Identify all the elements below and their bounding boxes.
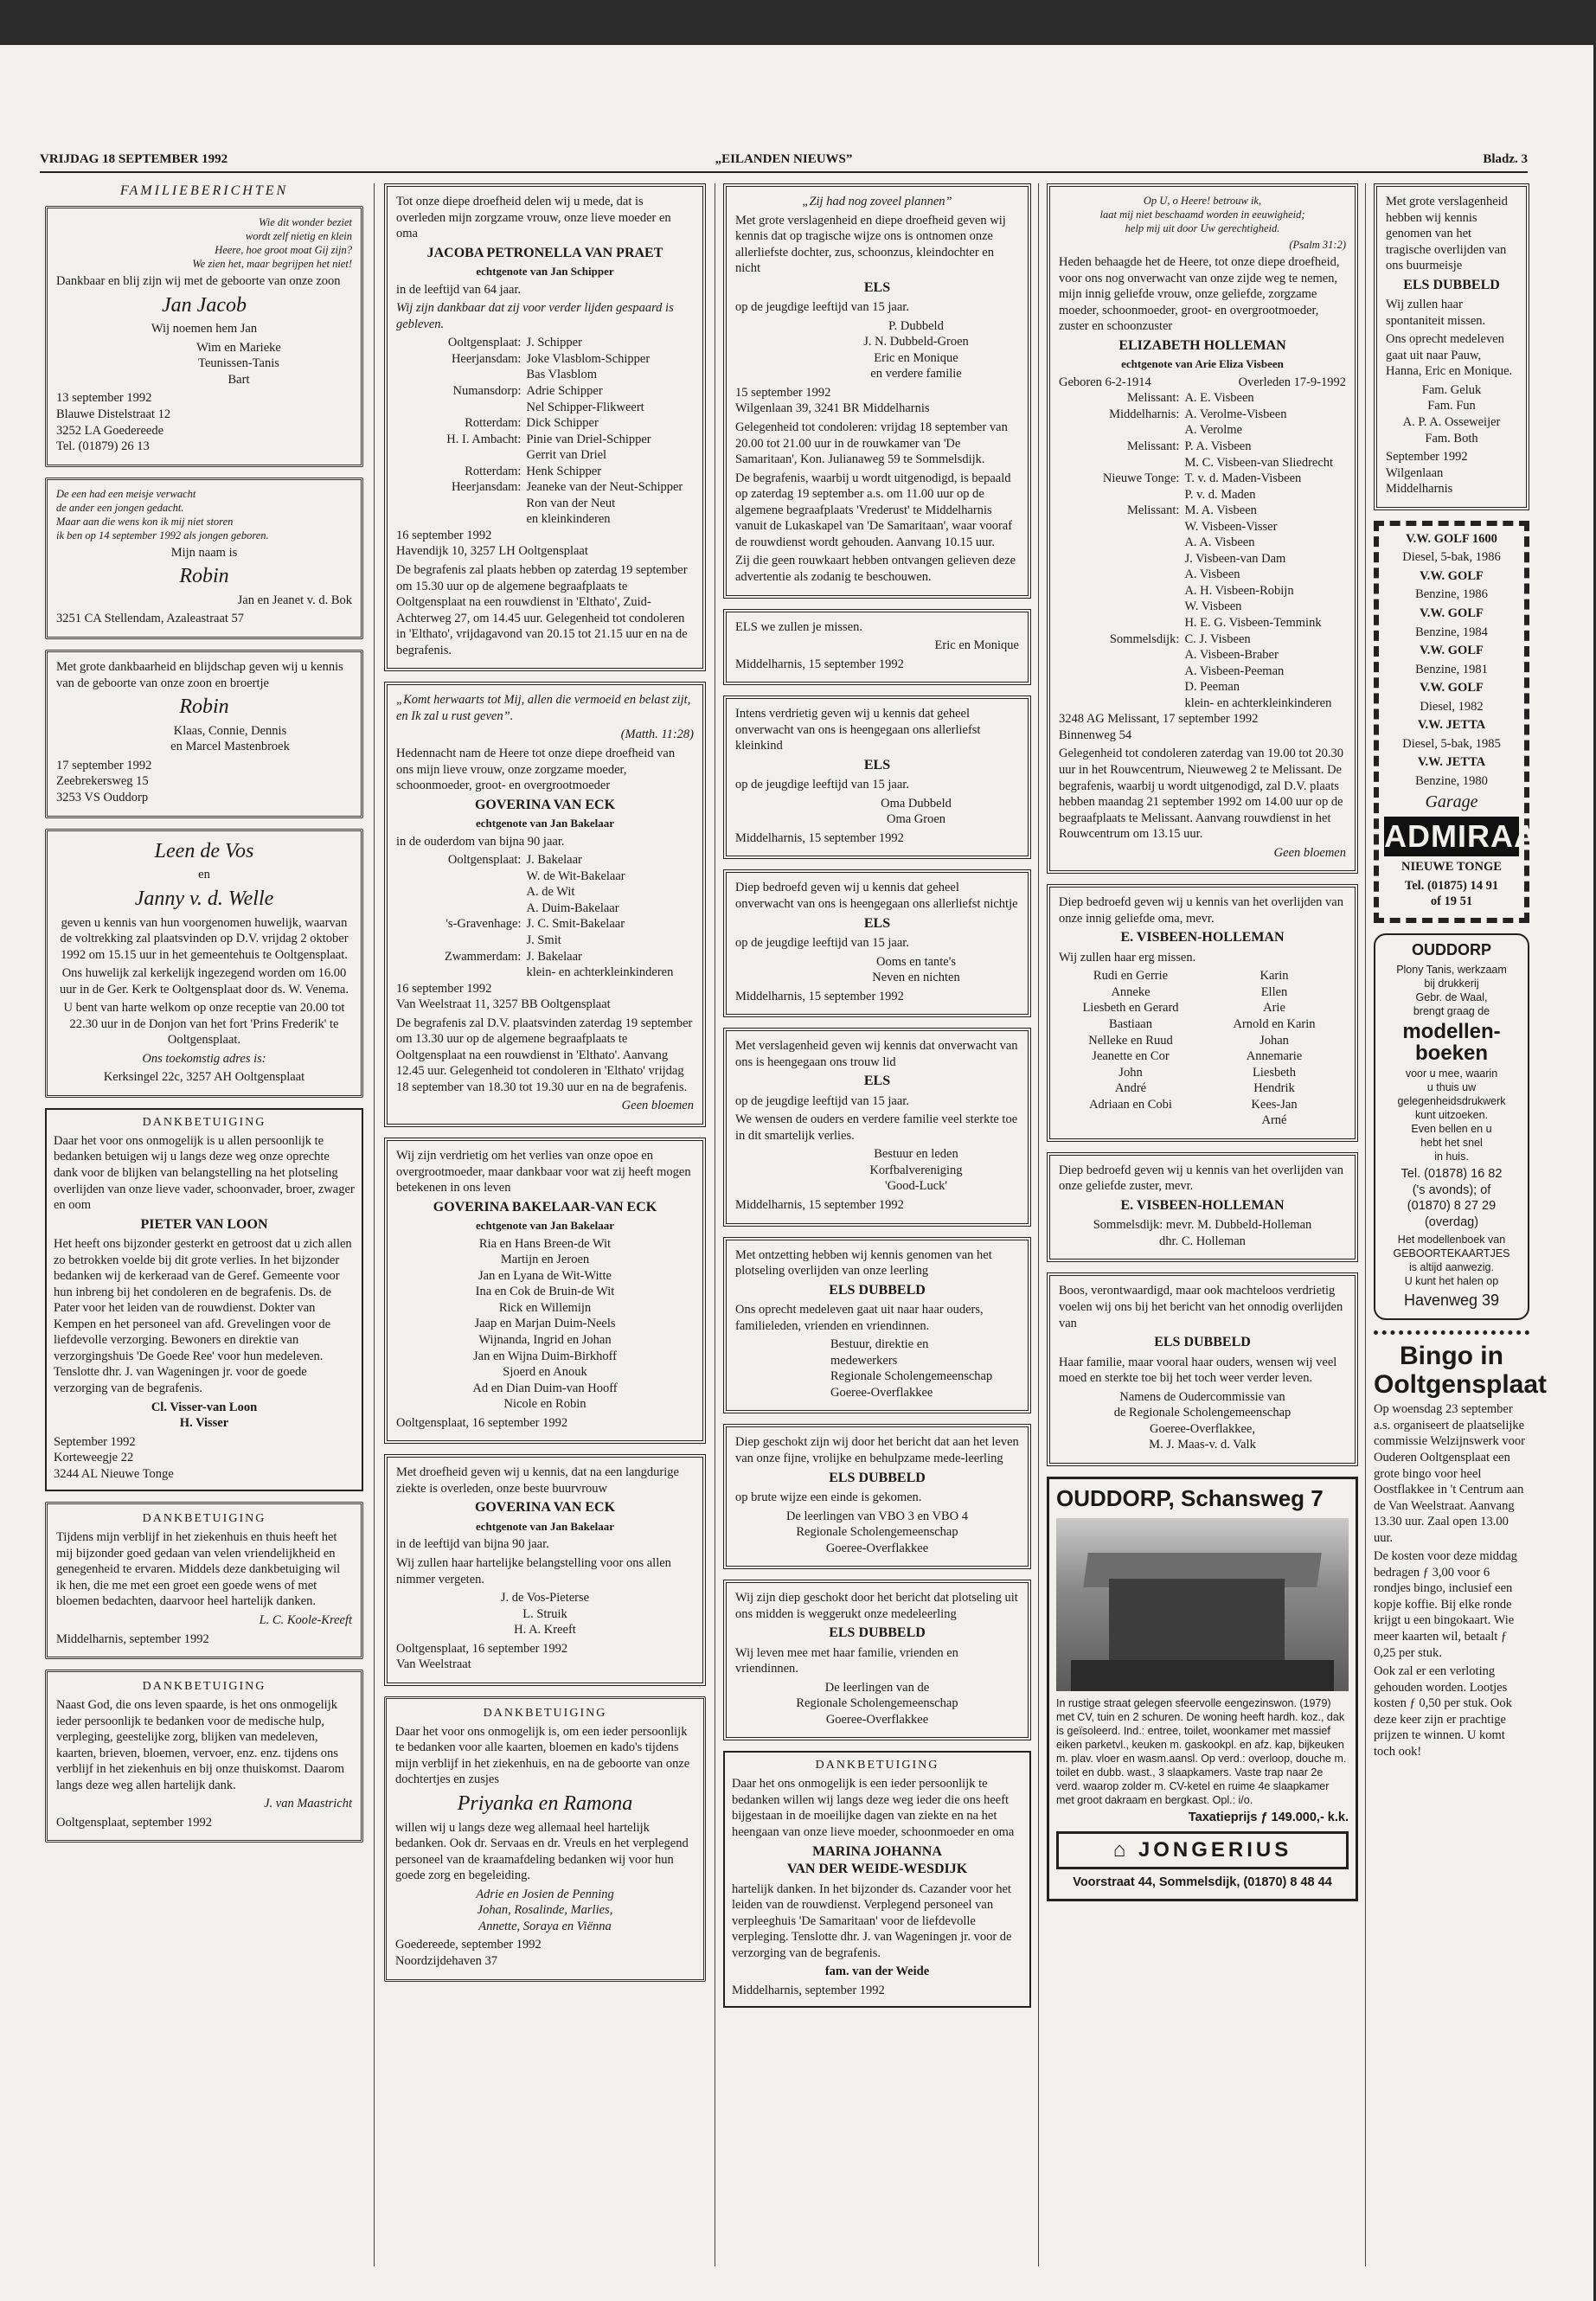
column-3 bbox=[723, 183, 1031, 2284]
family-names: M. A. Visbeen W. Visbeen-Visser A. A. Visbeen J. Visbeen-van Dam A. Visbeen A. H. Visbeen-Robijn W. Visbeen H. E. G. Visbeen-Temmink bbox=[1184, 503, 1322, 631]
family-names: C. J. Visbeen A. Visbeen-Braber A. Visbeen-Peeman D. Peeman klein- en achterkleinkinderen bbox=[1184, 631, 1332, 710]
newspaper-page bbox=[0, 45, 1593, 2301]
family-list-left: Rudi en Gerrie Anneke Liesbeth en Gerard Bastiaan Nelleke en Ruud Jeanette en Cor John André Adriaan en Cobi bbox=[1082, 969, 1179, 1112]
column-2 bbox=[384, 183, 706, 2284]
address: Middelharnis, september 1992 bbox=[56, 1631, 209, 1646]
car-model: V.W. JETTA bbox=[1417, 755, 1486, 770]
family-place: Zwammerdam: bbox=[444, 949, 522, 964]
ad-text: Wij zullen haar erg missen. bbox=[1059, 950, 1196, 965]
birth-announcement-jan-jacob bbox=[45, 206, 363, 467]
ad-text: De begrafenis, waarbij u wordt uitgenodigd, is bepaald op zaterdag 19 september a.s. om 11.00 uur op de algemene begraafplaats 'Vrederust' te Middelharnis vanuit de Lukaskapel van 'De Samaritaan', waar vooraf de rouwdienst wordt gehouden. Aanvang 10.15 uur. bbox=[735, 471, 1013, 549]
child-name: Robin bbox=[179, 565, 229, 588]
ad-text: Dankbaar en blij zijn wij met de geboorte van onze zoon bbox=[56, 274, 341, 288]
column-divider bbox=[374, 183, 375, 2266]
deceased-name: MARINA JOHANNA VAN DER WEIDE-WESDIJK bbox=[786, 1843, 968, 1877]
family-row bbox=[396, 965, 694, 981]
ad-text: op de jeugdige leeftijd van 15 jaar. bbox=[735, 936, 909, 950]
family-list: Bestuur, direktie en medewerkers Regionale Scholengemeenschap Goeree-Overflakkee bbox=[830, 1337, 993, 1400]
notice-els-korfbal bbox=[723, 1028, 1031, 1226]
death-notice-els-parents bbox=[723, 183, 1031, 599]
address: 3251 CA Stellendam, Azaleastraat 57 bbox=[56, 612, 245, 626]
ad-text: op de jeugdige leeftijd van 15 jaar. bbox=[735, 778, 909, 792]
verse: Op U, o Heere! betrouw ik, laat mij niet beschaamd worden in eeuwigheid; help mij uit door Uw gerechtigheid. bbox=[1099, 195, 1305, 234]
garage-place: NIEUWE TONGE bbox=[1401, 860, 1502, 875]
family-names: Dick Schipper bbox=[526, 416, 599, 431]
family-place: Middelharnis: bbox=[1109, 407, 1180, 421]
family-names: T. v. d. Maden-Visbeen P. v. d. Maden bbox=[1184, 471, 1302, 502]
life-dates bbox=[1059, 375, 1346, 391]
ad-text: De begrafenis zal D.V. plaatsvinden zaterdag 19 september om 13.30 uur op de algemene begraafplaats te Ooltgensplaat na een rouwdienst in 'Elthato'. Aanvang 12.45 uur. Gelegenheid tot condoleren in 'Elthato' vrijdag 18 september van 18.30 tot 19.30 uur en na de begrafenis. bbox=[396, 1016, 693, 1094]
deceased-name: ELS DUBBELD bbox=[829, 1625, 926, 1641]
family-names: J. Schipper bbox=[526, 336, 582, 350]
ad-text: in de ouderdom van bijna 90 jaar. bbox=[396, 834, 565, 849]
car-details: Benzine, 1981 bbox=[1415, 662, 1488, 676]
ad-text: Tijdens mijn verblijf in het ziekenhuis en thuis heeft het mij bijzonder goed gedaan van velen vriendelijkheid en genegenheid te ervaren. Middels deze dankbetuiging wil ik hen, die me met een groet een goede wens of met bloemen bedachten, daarvoor heel hartelijk danken. bbox=[56, 1530, 341, 1609]
car-list bbox=[1384, 531, 1519, 790]
agent-address: Voorstraat 44, Sommelsdijk, (01870) 8 48 44 bbox=[1073, 1875, 1332, 1890]
thanks-priyanka-ramona bbox=[384, 1696, 706, 1982]
verse: Wij zijn dankbaar dat zij voor verder lijden gespaard is gebleven. bbox=[396, 301, 674, 331]
car-model: V.W. GOLF bbox=[1420, 644, 1484, 658]
property-price: Taxatieprijs ƒ 149.000,- k.k. bbox=[1188, 1811, 1349, 1825]
garage-admiraal-ad bbox=[1374, 521, 1557, 923]
family-row bbox=[396, 479, 694, 511]
family-names: Joke Vlasblom-Schipper Bas Vlasblom bbox=[526, 351, 651, 382]
ad-text: op brute wijze een einde is gekomen. bbox=[735, 1490, 922, 1504]
car-details: Diesel, 5-bak, 1985 bbox=[1402, 736, 1501, 751]
address: Kerksingel 22c, 3257 AH Ooltgensplaat bbox=[103, 1070, 305, 1085]
ad-text: De kosten voor deze middag bedragen ƒ 3,00 voor 6 rondjes bingo, inclusief een kopje koffie. Bij elke ronde krijgt u een bingokaart. Wie meer kaarten wil, betaalt ƒ 0,25 per stuk. bbox=[1374, 1549, 1517, 1660]
family-place: Nieuwe Tonge: bbox=[1102, 471, 1180, 486]
family-place bbox=[396, 965, 526, 981]
deceased-name: ELS DUBBELD bbox=[1154, 1335, 1251, 1350]
death-notice-neighbours bbox=[384, 1454, 706, 1686]
parents: Jan en Jeanet v. d. Bok bbox=[237, 593, 352, 607]
death-notice-bakelaar-grandchildren bbox=[384, 1138, 706, 1444]
child-name: Jan Jacob bbox=[162, 293, 247, 317]
family-row bbox=[396, 916, 694, 948]
ad-text: Wij leven mee met haar familie, vrienden en vriendinnen. bbox=[735, 1645, 958, 1676]
family-place: Melissant: bbox=[1127, 439, 1180, 454]
deceased-name: ELS bbox=[863, 915, 891, 931]
deceased-name: ELS bbox=[863, 1074, 891, 1089]
notice-els-school-board bbox=[723, 1237, 1031, 1414]
page-header bbox=[40, 152, 1528, 170]
verse: „Zij had nog zoveel plannen” bbox=[802, 195, 952, 208]
car-details: Benzine, 1984 bbox=[1415, 625, 1488, 639]
bingo-article bbox=[1374, 1330, 1548, 1759]
family-row bbox=[396, 432, 694, 464]
family-list: J. de Vos-Pieterse L. Struik H. A. Kreeft bbox=[500, 1591, 590, 1638]
family-row bbox=[396, 949, 694, 965]
ad-title: DANKBETUIGING bbox=[142, 1116, 266, 1129]
bingo-title: Bingo in Ooltgensplaat bbox=[1374, 1342, 1548, 1400]
family-list: De leerlingen van de Regionale Scholengemeenschap Goeree-Overflakkee bbox=[796, 1680, 958, 1727]
ad-text: Met verslagenheid geven wij kennis dat onverwacht van ons is heengegaan ons trouw lid bbox=[735, 1039, 1018, 1069]
address: Middelharnis, 15 september 1992 bbox=[735, 657, 904, 671]
deceased-name: GOVERINA VAN ECK bbox=[474, 797, 616, 812]
notice-visbeen-siblings bbox=[1047, 1152, 1358, 1263]
death-notice-van-eck bbox=[384, 682, 706, 1127]
family-list: Ria en Hans Breen-de Wit Martijn en Jeroen Jan en Lyana de Wit-Witte Ina en Cok de Bruin-de Wit Rick en Willemijn Jaap en Marjan Duim-Neels Wijnanda, Ingrid en Johan Jan en Wijna Duim-Birkhoff Sjoerd en Anouk Ad en Dian Duim-van Hooff Nicole en Robin bbox=[472, 1236, 618, 1412]
birth-announcement-robin-mastenbroek bbox=[45, 650, 363, 818]
ad-text: Plony Tanis, werkzaam bij drukkerij Gebr. de Waal, brengt graag de bbox=[1396, 963, 1507, 1017]
ad-text: Daar het voor ons onmogelijk is, om een ieder persoonlijk te bedanken voor alle kaarten, bloemen en kado's tijdens mijn verblijf in het ziekenhuis, en na de geboorte van onze dochtertjes en zusjes bbox=[395, 1724, 690, 1787]
ad-text: Ons oprecht medeleven gaat uit naar Pauw, Hanna, Eric en Monique. bbox=[1386, 332, 1513, 379]
ad-text: Met grote verslagenheid en diepe droefheid geven wij kennis dat op tragische wijze ons is ontnomen onze allerliefste dochter, zus, schoonzus, kleindochter en nicht bbox=[735, 213, 1006, 276]
verse-reference: (Matth. 11:28) bbox=[620, 727, 694, 742]
ad-text: Boos, verontwaardigd, maar ook machteloos verdrietig voelen wij ons bij het bericht van het onnodig overlijden van bbox=[1059, 1284, 1343, 1330]
ad-text: in de leeftijd van bijna 90 jaar. bbox=[396, 1537, 549, 1552]
family-list: Sommelsdijk: mevr. M. Dubbeld-Holleman dhr. C. Holleman bbox=[1093, 1218, 1312, 1248]
family-list: Namens de Oudercommissie van de Regionale Scholengemeenschap Goeree-Overflakkee, M. J. Maas-v. d. Valk bbox=[1113, 1389, 1292, 1452]
address: Middelharnis, 15 september 1992 bbox=[735, 989, 904, 1003]
family-place: Sommelsdijk: bbox=[1109, 631, 1180, 646]
logo-text: JONGERIUS bbox=[1138, 1837, 1292, 1862]
ad-title: DANKBETUIGING bbox=[142, 1680, 266, 1694]
deceased-name: ELIZABETH HOLLEMAN bbox=[1118, 337, 1286, 353]
ad-text: Wij zijn verdrietig om het verlies van onze opoe en overgrootmoeder, maar dankbaar voor wat zij heeft mogen betekenen in ons leven bbox=[396, 1148, 691, 1195]
ad-text: Het heeft ons bijzonder gesterkt en getroost dat u zich allen zo betrokken voelde bij dit grote verlies. In het bijzonder bedanken wij de kerkeraad van de Geref. Gemeente voor hun inbreng bij het condoleren en de begrafenis. Ds. de Pater voor het leiden van de rouwdienst. Dokter van Kempen en het personeel van afd. Grevelingen voor de liefdevolle verzorging. Bewoners en direktie van verzorgingshuis 'De Goede Ree' voor hun medeleven. Tenslotte dhr. J. van Wageningen jr. voor de goede verzorging van de begrafenis. bbox=[54, 1237, 352, 1396]
family-names: J. Bakelaar bbox=[526, 949, 582, 964]
ad-text: Ons toekomstig adres is: bbox=[142, 1051, 266, 1066]
ad-text: Met grote verslagenheid hebben wij kennis genomen van het tragische overlijden van ons buurmeisje bbox=[1386, 195, 1508, 273]
ad-title: DANKBETUIGING bbox=[483, 1706, 607, 1720]
address: Middelharnis, 15 september 1992 bbox=[735, 830, 904, 845]
car-model: V.W. GOLF bbox=[1420, 681, 1484, 695]
garage-label: Garage bbox=[1425, 792, 1478, 812]
family-names: A. Verolme-Visbeen A. Verolme bbox=[1184, 407, 1287, 438]
deceased-name: GOVERINA BAKELAAR-VAN ECK bbox=[433, 1199, 657, 1215]
ad-text: Diep geschokt zijn wij door het bericht dat aan het leven van onze fijne, vrolijke en behulpzame mede-leerling bbox=[735, 1435, 1019, 1465]
address: 13 september 1992 Blauwe Distelstraat 12 3252 LA Goedereede Tel. (01879) 26 13 bbox=[56, 391, 171, 454]
ad-text: Met ontzetting hebben wij kennis genomen van het plotseling overlijden van onze leerling bbox=[735, 1247, 992, 1279]
garage-phone: Tel. (01875) 14 91 of 19 51 bbox=[1404, 878, 1499, 909]
verse: De een had een meisje verwacht de ander een jongen gedacht. Maar aan die wens kon ik mij niet storen ik ben op 14 september 1992 als jongen geboren. bbox=[56, 487, 269, 542]
property-headline: OUDDORP, Schansweg 7 bbox=[1056, 1484, 1324, 1511]
ad-text: Intens verdrietig geven wij u kennis dat geheel onverwacht van ons is heengegaan ons allerliefst kleinkind bbox=[735, 707, 981, 753]
ad-title: DANKBETUIGING bbox=[815, 1759, 939, 1772]
ad-text: Gelegenheid tot condoleren: vrijdag 18 september van 20.00 tot 21.00 uur in de rouwkamer van 'De Samaritaan', Kon. Julianaweg 59 te Sommelsdijk. bbox=[735, 420, 1008, 467]
family-place: Rotterdam: bbox=[465, 464, 522, 478]
footer-note: Geen bloemen bbox=[621, 1099, 694, 1113]
ad-text: hartelijk danken. In het bijzonder ds. Cazander voor het leiden van de rouwdienst. Verplegend personeel van verpleeghuis 'De Samaritaan' voor de liefdevolle verpleging. Tenslotte dhr. J. van Wageningen jr. voor de verzorging van de begrafenis. bbox=[732, 1881, 1012, 1960]
family-names: J. C. Smit-Bakelaar J. Smit bbox=[526, 917, 625, 947]
ad-text: Het modellenboek van GEBOORTEKAARTJES is altijd aanwezig. U kunt het halen op bbox=[1393, 1234, 1510, 1288]
address: 3248 AG Melissant, 17 september 1992 Binnenweg 54 bbox=[1059, 712, 1259, 742]
verse: „Komt herwaarts tot Mij, allen die vermoeid en belast zijt, en Ik zal u rust geven”. bbox=[396, 693, 691, 723]
ad-text: Met grote dankbaarheid en blijdschap geven wij u kennis van de geboorte van onze zoon en broertje bbox=[56, 660, 343, 690]
address: Middelharnis, 15 september 1992 bbox=[735, 1198, 904, 1213]
house-photo bbox=[1056, 1518, 1349, 1691]
car-details: Diesel, 5-bak, 1986 bbox=[1402, 550, 1501, 565]
ad-text: voor u mee, waarin u thuis uw gelegenheidsdrukwerk kunt uitzoeken. Even bellen en u hebt het snel in huis. bbox=[1397, 1067, 1506, 1163]
family-names: J. Bakelaar W. de Wit-Bakelaar A. de Wit A. Duim-Bakelaar bbox=[526, 853, 625, 915]
thanks-van-maastricht bbox=[45, 1670, 363, 1843]
ad-text: Wij noemen hem Jan bbox=[151, 322, 258, 336]
family-list: Bestuur en leden Korfbalvereniging 'Good-Luck' bbox=[869, 1147, 963, 1194]
car-model: V.W. GOLF 1600 bbox=[1406, 531, 1497, 546]
ad-text: Naast God, die ons leven spaarde, is het ons onmogelijk ieder persoonlijk te bedanken voor de medische hulp, verpleging, geestelijke zorg, blijken van medeleven, kaarten, brieven, bloemen, vervoer, enz. enz. tijdens ons verblijf in het ziekenhuis en bij onze thuiskomst. Daarom langs deze weg allen hartelijk dank. bbox=[56, 1697, 345, 1792]
car-model: V.W. JETTA bbox=[1417, 718, 1486, 733]
address: Ooltgensplaat, 16 september 1992 Van Weelstraat bbox=[396, 1641, 568, 1672]
ad-text: willen wij u langs deze weg allemaal heel hartelijk bedanken. Ook dr. Servaas en dr. Vreuls en het verplegend personeel van de kraamafdeling bedanken wij voor hun goede zorg en begeleiding. bbox=[395, 1820, 689, 1883]
ad-text: Daar het voor ons onmogelijk is u allen persoonlijk te bedanken betuigen wij u langs deze weg onze oprechte dank voor de blijken van belangstelling na het plotseling overlijden van onze lieve vader, schoonvader, broer, zwager en oom bbox=[54, 1133, 355, 1213]
address: 16 september 1992 Van Weelstraat 11, 3257 BB Ooltgensplaat bbox=[396, 981, 611, 1012]
ad-text: Mijn naam is bbox=[170, 545, 238, 560]
ad-text: Zij die geen rouwkaart hebben ontvangen gelieven deze advertentie als zodanig te beschouwen. bbox=[735, 554, 1016, 584]
deceased-name: PIETER VAN LOON bbox=[140, 1216, 268, 1232]
address: Ooltgensplaat, 16 september 1992 bbox=[396, 1415, 568, 1430]
family-row bbox=[396, 383, 694, 415]
family-list-right: Karin Ellen Arie Arnold en Karin Johan Annemarie Liesbeth Hendrik Kees-Jan Arné bbox=[1233, 969, 1316, 1128]
spouse-line: echtgenote van Jan Schipper bbox=[476, 265, 614, 279]
property-description: In rustige straat gelegen sfeervolle eengezinswon. (1979) met CV, tuin en 2 schuren. De woning heeft hardh. koz., dak is geïsoleerd. Ind.: entree, toilet, woonkamer met massief eiken parketvl., keuken m. gaskookpl. en afz. kap, bijkeuken m. plav. vloer en wasm.aansl. Op verd.: overloop, douche m. toilet en dubb. wast., 3 slaapkamers. Vaste trap naar 2e verd. waarop zolder m. CV-ketel en ruime 4e slaapkamer met groot dakraam en bergkast. Opl.: i/o. bbox=[1056, 1697, 1347, 1807]
printing-phone: Tel. (01878) 16 82 ('s avonds); of (01870) 8 27 29 (overdag) bbox=[1401, 1167, 1503, 1229]
spouse-line: echtgenote van Jan Bakelaar bbox=[476, 1219, 614, 1233]
ad-text: Ons huwelijk zal kerkelijk ingezegend worden om 16.00 uur in de Ger. Kerk te Ooltgensplaat door ds. W. Venema. bbox=[60, 966, 349, 997]
column-1 bbox=[45, 183, 363, 2284]
parents: Wim en Marieke Teunissen-Tanis Bart bbox=[196, 340, 281, 387]
signature: Cl. Visser-van Loon H. Visser bbox=[151, 1400, 258, 1431]
deceased-name: ELS bbox=[863, 757, 891, 772]
family-names: Henk Schipper bbox=[526, 464, 602, 478]
family-row bbox=[396, 335, 694, 351]
ad-text: Diep bedroefd geven wij u kennis dat geheel onverwacht van ons is heengegaan ons allerliefst nichtje bbox=[735, 881, 1018, 911]
car-details: Benzine, 1980 bbox=[1415, 773, 1488, 788]
ad-text: op de jeugdige leeftijd van 15 jaar. bbox=[735, 1093, 909, 1108]
deceased-name: ELS DUBBELD bbox=[829, 1470, 926, 1485]
bride-name: Janny v. d. Welle bbox=[134, 887, 274, 910]
spouse-line: echtgenote van Jan Bakelaar bbox=[476, 1519, 614, 1533]
printing-ad bbox=[1374, 933, 1529, 1321]
deceased-name: JACOBA PETRONELLA VAN PRAET bbox=[426, 245, 663, 260]
family-place: Numansdorp: bbox=[452, 384, 522, 399]
parents: Klaas, Connie, Dennis en Marcel Mastenbroek bbox=[170, 723, 290, 754]
family-row bbox=[396, 351, 694, 383]
address: 15 september 1992 Wilgenlaan 39, 3241 BR Middelharnis bbox=[735, 385, 930, 416]
family-row bbox=[1059, 471, 1346, 503]
deceased-name: ELS DUBBELD bbox=[829, 1282, 926, 1298]
ad-title: DANKBETUIGING bbox=[142, 1512, 266, 1526]
ad-text: Haar familie, maar vooral haar ouders, wensen wij veel moed en sterkte toe bij het toch weer verder leven. bbox=[1059, 1355, 1337, 1386]
notice-els-neighbours bbox=[1374, 183, 1529, 510]
address: September 1992 Korteweegje 22 3244 AL Nieuwe Tonge bbox=[54, 1434, 174, 1481]
real-estate-ad bbox=[1047, 1477, 1358, 1901]
ad-text: Ook zal er een verloting gehouden worden. Lootjes kosten ƒ 0,50 per stuk. Ook deze keer zijn er prachtige prijzen te winnen. U komt toch ook! bbox=[1374, 1664, 1512, 1759]
address: 16 september 1992 Havendijk 10, 3257 LH Ooltgensplaat bbox=[396, 528, 588, 559]
ad-text: Diep bedroefd geven wij u kennis van het overlijden van onze innig geliefde oma, mevr. bbox=[1059, 895, 1343, 926]
family-row bbox=[1059, 631, 1346, 712]
header-rule bbox=[40, 171, 1528, 173]
family-place: Ooltgensplaat: bbox=[447, 336, 522, 350]
death-date: Overleden 17-9-1992 bbox=[1238, 375, 1346, 389]
signature: J. van Maastricht bbox=[264, 1797, 352, 1811]
column-4 bbox=[1047, 183, 1358, 2284]
notice-els-vbo-students bbox=[723, 1424, 1031, 1569]
notice-els-uncles bbox=[723, 869, 1031, 1017]
deceased-name: GOVERINA VAN ECK bbox=[474, 1500, 616, 1516]
family-names: Jeaneke van der Neut-Schipper Ron van der Neut bbox=[526, 480, 683, 510]
spouse-line: echtgenote van Arie Eliza Visbeen bbox=[1121, 357, 1284, 371]
column-divider bbox=[1365, 183, 1366, 2266]
child-name: Robin bbox=[179, 695, 229, 719]
family-row bbox=[1059, 503, 1346, 631]
family-place: 's-Gravenhage: bbox=[445, 917, 522, 932]
death-notice-holleman bbox=[1047, 183, 1358, 874]
family-list bbox=[396, 335, 694, 528]
family-names: klein- en achterkleinkinderen bbox=[526, 965, 674, 980]
address: Ooltgensplaat, september 1992 bbox=[56, 1815, 212, 1830]
ad-text: Tot onze diepe droefheid delen wij u mede, dat is overleden mijn zorgzame vrouw, onze lieve moeder en oma bbox=[396, 195, 671, 241]
ad-text: Hedennacht nam de Heere tot onze diepe droefheid van ons mijn lieve vrouw, onze zorgzame moeder, schoonmoeder, groot- en overgrootmoeder bbox=[396, 746, 676, 793]
family-list bbox=[1059, 390, 1346, 711]
ad-text: ELS we zullen je missen. bbox=[735, 619, 862, 634]
conjunction: en bbox=[198, 868, 210, 882]
ad-text: in de leeftijd van 64 jaar. bbox=[396, 282, 522, 297]
family-columns bbox=[1059, 968, 1346, 1131]
ad-text: geven u kennis van hun voorgenomen huwelijk, waarvan de voltrekking zal plaatsvinden op D.V. vrijdag 2 oktober 1992 om 15.15 uur in het gemeentehuis te Ooltgensplaat. bbox=[60, 915, 349, 962]
address: Middelharnis, september 1992 bbox=[732, 1983, 885, 1997]
verse: Wie dit wonder beziet wordt zelf nietig en klein Heere, hoe groot moat Gij zijn? We zien het, maar begrijpen het niet! bbox=[192, 216, 352, 270]
printing-headline: modellen- boeken bbox=[1402, 1019, 1501, 1065]
wedding-announcement bbox=[45, 829, 363, 1098]
notice-visbeen-grandchildren bbox=[1047, 884, 1358, 1142]
family-list bbox=[396, 852, 694, 980]
car-model: V.W. GOLF bbox=[1420, 606, 1484, 620]
notice-els-parents-committee bbox=[1047, 1272, 1358, 1465]
notice-els-siblings bbox=[723, 609, 1031, 686]
family-list: P. Dubbeld J. N. Dubbeld-Groen Eric en Monique en verdere familie bbox=[863, 318, 969, 381]
verse-reference: (Psalm 31:2) bbox=[1289, 239, 1346, 251]
birth-announcement-robin-bok bbox=[45, 478, 363, 639]
death-notice-van-praet bbox=[384, 183, 706, 671]
family-place: Melissant: bbox=[1127, 503, 1180, 518]
birth-date: Geboren 6-2-1914 bbox=[1059, 375, 1151, 389]
family-place: Heerjansdam: bbox=[451, 480, 522, 495]
notice-els-students bbox=[723, 1580, 1031, 1740]
garage-brand: ADMIRAAL bbox=[1384, 817, 1519, 856]
family-place: H. I. Ambacht: bbox=[446, 432, 522, 446]
section-title: FAMILIEBERICHTEN bbox=[119, 183, 289, 198]
address: Goedereede, september 1992 Noordzijdehaven 37 bbox=[395, 1938, 542, 1969]
family-row bbox=[396, 852, 694, 916]
header-page: Bladz. 3 bbox=[1483, 152, 1528, 166]
thanks-koole-kreeft bbox=[45, 1502, 363, 1659]
spouse-line: echtgenote van Jan Bakelaar bbox=[476, 817, 614, 830]
ad-text: Ons oprecht medeleven gaat uit naar haar ouders, familieleden, vrienden en vriendinnen. bbox=[735, 1303, 984, 1333]
column-5 bbox=[1374, 183, 1557, 2284]
family-list: De leerlingen van VBO 3 en VBO 4 Regionale Scholengemeenschap Goeree-Overflakkee bbox=[785, 1509, 969, 1555]
family-row bbox=[396, 511, 694, 528]
family-list: Ooms en tante's Neven en nichten bbox=[872, 954, 960, 985]
ad-text: Met droefheid geven wij u kennis, dat na een langdurige ziekte is overleden, onze beste buurvrouw bbox=[396, 1465, 679, 1496]
ad-text: Diep bedroefd geven wij u kennis van het overlijden van onze geliefde zuster, mevr. bbox=[1059, 1163, 1343, 1194]
family-list: Fam. Geluk Fam. Fun A. P. A. Osseweijer Fam. Both bbox=[1402, 382, 1501, 445]
signature: L. C. Koole-Kreeft bbox=[259, 1612, 352, 1627]
family-place: Heerjansdam: bbox=[451, 351, 522, 366]
family-place bbox=[396, 511, 526, 528]
ad-text: We wensen de ouders en verdere familie veel sterkte toe in dit smartelijk verlies. bbox=[735, 1112, 1018, 1143]
printing-title: OUDDORP bbox=[1411, 940, 1491, 958]
family-names: Adrie Schipper Nel Schipper-Flikweert bbox=[526, 384, 644, 414]
family-names: P. A. Visbeen M. C. Visbeen-van Sliedrecht bbox=[1184, 439, 1334, 470]
family-row bbox=[396, 464, 694, 480]
family-list: Oma Dubbeld Oma Groen bbox=[881, 796, 952, 827]
ad-text: Daar het ons onmogelijk is een ieder persoonlijk te bedanken willen wij langs deze weg ieder die ons heeft bijgestaan in de moeilijke dagen van ziekte en na het heengaan van onze lieve moeder, schoonmoeder en oma bbox=[732, 1777, 1015, 1840]
signature: Adrie en Josien de Penning Johan, Rosalinde, Marlies, Annette, Soraya en Viënna bbox=[476, 1887, 614, 1933]
ad-text: Wij zullen haar hartelijke belangstelling voor ons allen nimmer vergeten. bbox=[396, 1556, 671, 1586]
child-names: Priyanka en Ramona bbox=[457, 1791, 633, 1815]
family-row bbox=[1059, 390, 1346, 407]
address: 17 september 1992 Zeebrekersweg 15 3253 VS Ouddorp bbox=[56, 758, 152, 804]
family-row bbox=[1059, 439, 1346, 471]
header-paper: „EILANDEN NIEUWS” bbox=[715, 152, 853, 166]
ad-text: Wij zullen haar spontaniteit missen. bbox=[1386, 298, 1486, 328]
thanks-van-der-weide bbox=[723, 1751, 1031, 2008]
jongerius-logo bbox=[1056, 1831, 1349, 1870]
family-row bbox=[396, 415, 694, 432]
deceased-name: E. VISBEEN-HOLLEMAN bbox=[1120, 1197, 1285, 1213]
ad-text: Heden behaagde het de Heere, tot onze diepe droefheid, voor ons nog onverwacht van onze zijde weg te nemen, mijn innig geliefde vrouw, onze geliefde, zorgzame moeder, schoonmoeder, groot- en overgrootmoeder, zuster en schoonzuster bbox=[1059, 255, 1340, 334]
car-details: Benzine, 1986 bbox=[1415, 587, 1488, 602]
footer-note: Geen bloemen bbox=[1273, 845, 1346, 860]
car-details: Diesel, 1982 bbox=[1420, 699, 1484, 714]
ad-text: Gelegenheid tot condoleren zaterdag van 19.00 tot 20.30 uur in het Rouwcentrum, Nieuweweg 2 te Melissant. De begrafenis, waarbij u wordt uitgenodigd, zal D.V. plaats hebben maandag 21 september 1992 om 14.00 uur op de begraafplaats te Melissant. Aanvang rouwdienst in het Rouwcentrum om 13.15 uur. bbox=[1059, 747, 1343, 842]
car-model: V.W. GOLF bbox=[1420, 568, 1484, 583]
column-divider bbox=[1038, 183, 1039, 2266]
family-names: Pinie van Driel-Schipper Gerrit van Driel bbox=[526, 432, 651, 463]
ad-text: Op woensdag 23 september a.s. organiseert de plaatselijke commissie Welzijnswerk voor Ouderen Ooltgensplaat een grote bingo voor heel Oostflakkee in 't Centrum aan de Van Weelstraat. Aanvang 13.30 uur. Zaal open 13.00 uur. bbox=[1374, 1402, 1525, 1545]
family-names: en kleinkinderen bbox=[526, 512, 611, 527]
family-row bbox=[1059, 407, 1346, 439]
ad-text: Wij zijn diep geschokt door het bericht dat plotseling uit ons midden is weggerukt onze medeleerling bbox=[735, 1591, 1018, 1621]
family-place: Rotterdam: bbox=[465, 416, 522, 431]
family-place: Melissant: bbox=[1127, 391, 1180, 406]
deceased-name: E. VISBEEN-HOLLEMAN bbox=[1120, 930, 1285, 945]
address: September 1992 Wilgenlaan Middelharnis bbox=[1386, 450, 1468, 497]
printing-address: Havenweg 39 bbox=[1403, 1292, 1500, 1310]
notice-els-grandparents bbox=[723, 695, 1031, 859]
thanks-van-loon bbox=[45, 1108, 363, 1491]
deceased-name: ELS bbox=[863, 279, 891, 295]
header-date: VRIJDAG 18 SEPTEMBER 1992 bbox=[40, 152, 228, 166]
house-roof-icon: ⌂ bbox=[1112, 1837, 1138, 1862]
deceased-name: ELS DUBBELD bbox=[1403, 277, 1500, 292]
signature: Eric en Monique bbox=[934, 638, 1019, 653]
ad-text: De begrafenis zal plaats hebben op zaterdag 19 september om 15.30 uur op de algemene begraafplaats te Ooltgensplaat na een rouwdienst in 'Elthato', Zuid-Achterweg 27, om 14.45 uur. Gelegenheid tot condoleren in 'Elthato', vrijdagavond van 20.15 tot 21.15 uur en na de begrafenis. bbox=[396, 563, 688, 657]
groom-name: Leen de Vos bbox=[154, 839, 254, 862]
ad-text: op de jeugdige leeftijd van 15 jaar. bbox=[735, 300, 909, 315]
family-place: Ooltgensplaat: bbox=[447, 853, 522, 868]
family-names: A. E. Visbeen bbox=[1184, 391, 1254, 406]
ad-text: U bent van harte welkom op onze receptie van 20.00 tot 22.30 uur in de Donjon van het fort 'Prins Frederik' te Ooltgensplaat. bbox=[63, 1001, 345, 1048]
signature: fam. van der Weide bbox=[824, 1965, 930, 1979]
